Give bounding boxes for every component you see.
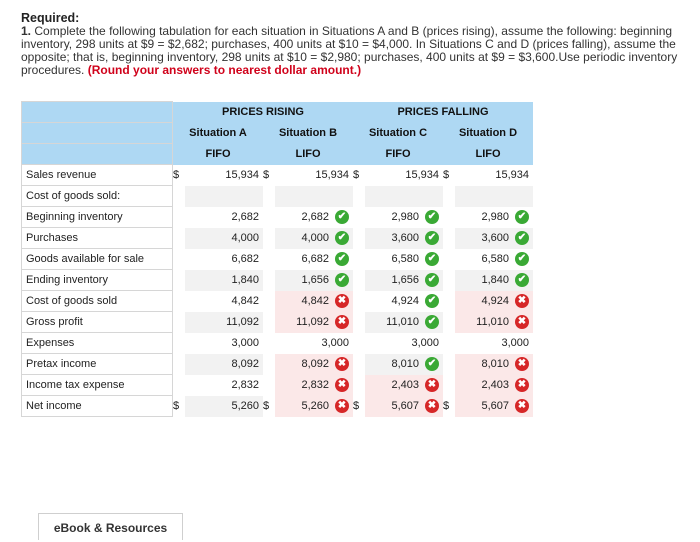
cell-value: 4,842 (301, 295, 329, 307)
answer-cell[interactable] (455, 396, 533, 417)
answer-cell[interactable] (365, 375, 443, 396)
row-label: Gross profit (22, 312, 173, 333)
given-value (185, 354, 263, 375)
currency-symbol (173, 291, 186, 312)
cell-value: 15,934 (225, 169, 259, 181)
row-label: Income tax expense (22, 375, 173, 396)
row-label: Beginning inventory (22, 207, 173, 228)
cell-value: 1,840 (231, 274, 259, 286)
answer-cell[interactable] (455, 375, 533, 396)
cell-value: 8,010 (391, 358, 419, 370)
cross-icon: ✖ (515, 315, 529, 329)
answer-cell[interactable] (365, 333, 443, 354)
answer-cell[interactable] (365, 249, 443, 270)
currency-symbol (443, 333, 455, 354)
currency-symbol (173, 207, 186, 228)
answer-cell[interactable] (275, 396, 353, 417)
currency-symbol (443, 270, 455, 291)
answer-cell[interactable] (455, 228, 533, 249)
given-value (185, 270, 263, 291)
answer-cell[interactable] (275, 207, 353, 228)
cell-value: 1,840 (481, 274, 509, 286)
cell-value: 11,092 (296, 316, 329, 328)
currency-symbol (173, 249, 186, 270)
check-icon: ✔ (515, 273, 529, 287)
answer-cell[interactable] (455, 165, 533, 186)
instruction-text: Complete the following tabulation for each situation in Situations A and B (prices rising), assume the following: beginning inventory, 298 units at $9 = $2,682; purchases, 400 units at $10 = $4,000. In Situations C and D (prices falling), assume the opposite; that is, beginning inventory, 298 units at $10 = $2,980; purchases, 400 units at $9 = $3,600.Use periodic inventory procedures. (21, 24, 678, 77)
cell-value: 8,092 (231, 358, 259, 370)
answer-cell[interactable] (455, 186, 533, 207)
situation-header-row (22, 123, 534, 144)
cross-icon: ✖ (335, 294, 349, 308)
given-value (185, 186, 263, 207)
check-icon: ✔ (335, 210, 349, 224)
currency-symbol (443, 312, 455, 333)
answer-cell[interactable] (275, 228, 353, 249)
cell-value: 3,000 (411, 337, 439, 349)
table-row (22, 249, 534, 270)
answer-cell[interactable] (275, 186, 353, 207)
cell-value: 3,000 (321, 337, 349, 349)
currency-symbol (263, 249, 275, 270)
answer-cell[interactable] (365, 291, 443, 312)
currency-symbol (263, 312, 275, 333)
row-label: Purchases (22, 228, 173, 249)
answer-cell[interactable] (275, 249, 353, 270)
method-header: FIFO (353, 144, 443, 165)
given-value (185, 333, 263, 354)
inventory-tabulation-table (21, 101, 533, 417)
given-value (185, 228, 263, 249)
currency-symbol (443, 291, 455, 312)
currency-symbol (173, 228, 186, 249)
answer-cell[interactable] (365, 270, 443, 291)
currency-symbol: $ (353, 400, 360, 412)
row-label: Cost of goods sold: (22, 186, 173, 207)
header-blank (22, 144, 173, 165)
cell-value: 6,682 (301, 253, 329, 265)
check-icon: ✔ (335, 252, 349, 266)
cell-value: 15,934 (405, 169, 439, 181)
currency-symbol (353, 375, 365, 396)
answer-cell[interactable] (365, 354, 443, 375)
row-label: Net income (22, 396, 173, 417)
answer-cell[interactable] (365, 228, 443, 249)
currency-symbol (263, 291, 275, 312)
given-value (185, 375, 263, 396)
given-value (185, 312, 263, 333)
answer-cell[interactable] (275, 375, 353, 396)
currency-symbol: $ (353, 169, 360, 181)
answer-cell[interactable] (275, 312, 353, 333)
situation-header: Situation D (443, 123, 533, 144)
currency-symbol (443, 354, 455, 375)
check-icon: ✔ (425, 252, 439, 266)
answer-cell[interactable] (455, 333, 533, 354)
check-icon: ✔ (515, 210, 529, 224)
currency-symbol (353, 249, 365, 270)
cross-icon: ✖ (335, 357, 349, 371)
currency-symbol (173, 270, 186, 291)
cell-value: 4,000 (231, 232, 259, 244)
currency-symbol (353, 186, 365, 207)
given-value (185, 207, 263, 228)
currency-symbol (353, 333, 365, 354)
answer-cell[interactable] (365, 165, 443, 186)
answer-cell[interactable] (365, 396, 443, 417)
check-icon: ✔ (425, 273, 439, 287)
currency-symbol (173, 354, 186, 375)
row-label: Cost of goods sold (22, 291, 173, 312)
currency-symbol (353, 270, 365, 291)
table-row (22, 333, 534, 354)
answer-cell[interactable] (275, 270, 353, 291)
given-value (185, 396, 263, 417)
cell-value: 2,832 (301, 379, 329, 391)
currency-symbol (263, 186, 275, 207)
cell-value: 5,607 (391, 400, 419, 412)
currency-symbol (353, 291, 365, 312)
currency-symbol (353, 354, 365, 375)
table-row (22, 375, 534, 396)
rounding-note: (Round your answers to nearest dollar amount.) (87, 63, 362, 77)
row-label: Sales revenue (22, 165, 173, 186)
currency-symbol (263, 207, 275, 228)
cell-value: 3,600 (391, 232, 419, 244)
cell-value: 6,580 (481, 253, 509, 265)
group-header-row (22, 102, 534, 123)
cell-value: 2,832 (231, 379, 259, 391)
table-row (22, 396, 534, 417)
cell-value: 5,260 (301, 400, 329, 412)
given-value (185, 165, 263, 186)
cross-icon: ✖ (515, 357, 529, 371)
method-header-row (22, 144, 534, 165)
cell-value: 3,000 (231, 337, 259, 349)
currency-symbol (353, 312, 365, 333)
cell-value: 4,924 (481, 295, 509, 307)
cross-icon: ✖ (425, 399, 439, 413)
currency-symbol (173, 333, 186, 354)
cross-icon: ✖ (335, 315, 349, 329)
check-icon: ✔ (425, 210, 439, 224)
cell-value: 4,842 (231, 295, 259, 307)
row-label: Goods available for sale (22, 249, 173, 270)
table-row (22, 165, 534, 186)
cell-value: 2,403 (391, 379, 419, 391)
table-row (22, 312, 534, 333)
instruction-paragraph (21, 25, 691, 77)
cross-icon: ✖ (335, 378, 349, 392)
check-icon: ✔ (515, 252, 529, 266)
answer-cell[interactable] (365, 312, 443, 333)
cell-value: 11,010 (476, 316, 509, 328)
cell-value: 1,656 (391, 274, 419, 286)
cell-value: 8,010 (481, 358, 509, 370)
table-row (22, 270, 534, 291)
check-icon: ✔ (425, 294, 439, 308)
cell-value: 3,600 (481, 232, 509, 244)
currency-symbol (263, 375, 275, 396)
currency-symbol: $ (263, 169, 270, 181)
method-header: LIFO (443, 144, 533, 165)
currency-symbol: $ (443, 400, 450, 412)
currency-symbol (263, 354, 275, 375)
situation-header: Situation A (173, 123, 264, 144)
ebook-resources-tab[interactable]: eBook & Resources (38, 513, 183, 540)
answer-cell[interactable] (275, 333, 353, 354)
check-icon: ✔ (335, 231, 349, 245)
currency-symbol (443, 228, 455, 249)
table-row (22, 354, 534, 375)
answer-cell[interactable] (275, 165, 353, 186)
group-header-falling: PRICES FALLING (353, 102, 533, 123)
cross-icon: ✖ (515, 378, 529, 392)
currency-symbol (173, 186, 186, 207)
currency-symbol: $ (173, 400, 180, 412)
method-header: LIFO (263, 144, 353, 165)
given-value (185, 249, 263, 270)
currency-symbol: $ (263, 400, 270, 412)
check-icon: ✔ (425, 315, 439, 329)
currency-symbol (173, 375, 186, 396)
row-label: Expenses (22, 333, 173, 354)
cell-value: 5,607 (481, 400, 509, 412)
cell-value: 3,000 (501, 337, 529, 349)
cell-value: 2,682 (301, 211, 329, 223)
cell-value: 1,656 (301, 274, 329, 286)
cell-value: 2,980 (391, 211, 419, 223)
header-blank (22, 123, 173, 144)
group-header-rising: PRICES RISING (173, 102, 354, 123)
currency-symbol (263, 333, 275, 354)
situation-header: Situation B (263, 123, 353, 144)
cell-value: 2,403 (481, 379, 509, 391)
answer-cell[interactable] (275, 354, 353, 375)
cell-value: 15,934 (495, 169, 529, 181)
cross-icon: ✖ (335, 399, 349, 413)
cell-value: 15,934 (315, 169, 349, 181)
currency-symbol (173, 312, 186, 333)
check-icon: ✔ (425, 231, 439, 245)
cell-value: 5,260 (231, 400, 259, 412)
cross-icon: ✖ (515, 399, 529, 413)
cell-value: 2,682 (231, 211, 259, 223)
cross-icon: ✖ (515, 294, 529, 308)
answer-cell[interactable] (275, 291, 353, 312)
cell-value: 4,000 (301, 232, 329, 244)
cell-value: 11,010 (386, 316, 419, 328)
answer-cell[interactable] (365, 207, 443, 228)
currency-symbol (443, 207, 455, 228)
header-blank (22, 102, 173, 123)
required-heading: Required: (21, 11, 80, 25)
check-icon: ✔ (335, 273, 349, 287)
currency-symbol (443, 375, 455, 396)
answer-cell[interactable] (455, 354, 533, 375)
instruction-number: 1. (21, 24, 32, 38)
check-icon: ✔ (515, 231, 529, 245)
cell-value: 6,682 (231, 253, 259, 265)
currency-symbol (443, 249, 455, 270)
currency-symbol (443, 186, 455, 207)
answer-cell[interactable] (455, 249, 533, 270)
currency-symbol (353, 228, 365, 249)
cell-value: 6,580 (391, 253, 419, 265)
currency-symbol: $ (443, 169, 450, 181)
currency-symbol (353, 207, 365, 228)
cell-value: 8,092 (301, 358, 329, 370)
cell-value: 11,092 (226, 316, 259, 328)
cell-value: 4,924 (391, 295, 419, 307)
check-icon: ✔ (425, 357, 439, 371)
currency-symbol (263, 228, 275, 249)
answer-cell[interactable] (455, 207, 533, 228)
answer-cell[interactable] (455, 312, 533, 333)
answer-cell[interactable] (365, 186, 443, 207)
answer-cell[interactable] (455, 291, 533, 312)
row-label: Ending inventory (22, 270, 173, 291)
cross-icon: ✖ (425, 378, 439, 392)
table-row (22, 207, 534, 228)
cell-value: 2,980 (481, 211, 509, 223)
table-row (22, 291, 534, 312)
currency-symbol: $ (173, 169, 180, 181)
table-row (22, 186, 534, 207)
currency-symbol (263, 270, 275, 291)
situation-header: Situation C (353, 123, 443, 144)
method-header: FIFO (173, 144, 264, 165)
table-row (22, 228, 534, 249)
given-value (185, 291, 263, 312)
row-label: Pretax income (22, 354, 173, 375)
answer-cell[interactable] (455, 270, 533, 291)
